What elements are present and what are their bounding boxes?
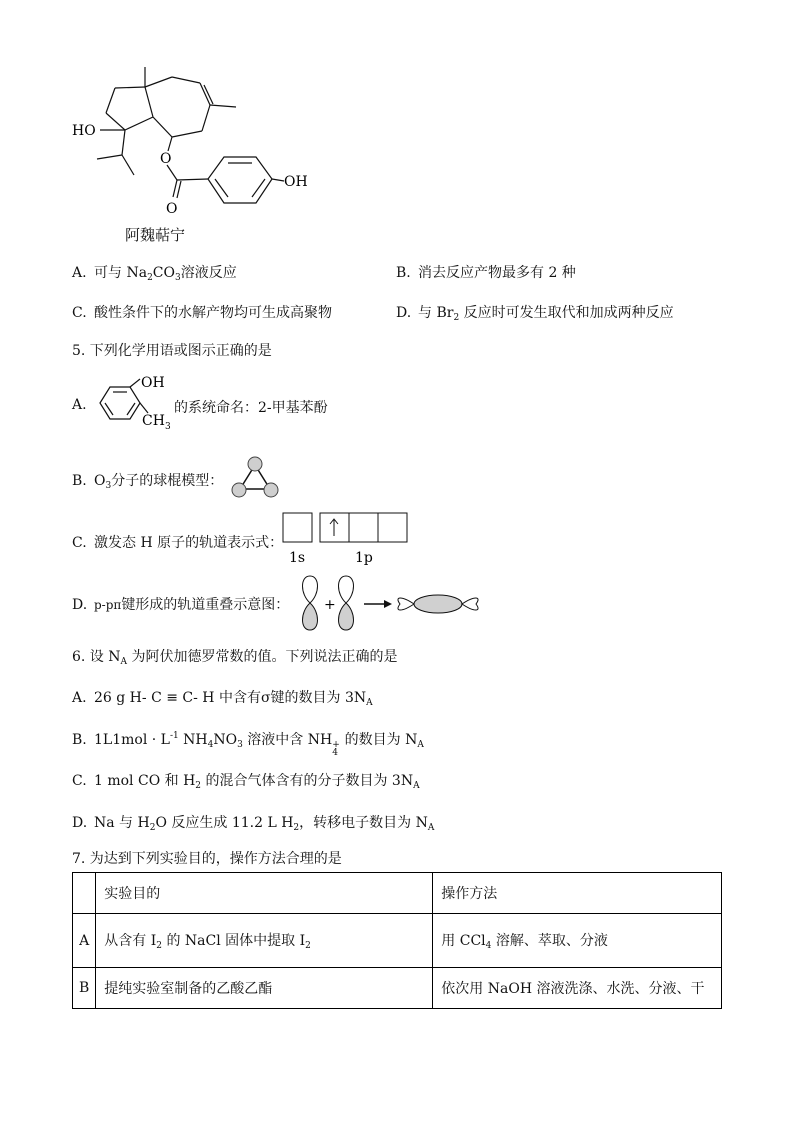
q6-option-b: B. $1L1mol \cdot L^{-1}$ $NH_4NO_3$ 溶液中含 NH + 4 的数目为 $N_A$ xyxy=(72,731,424,758)
table-header-row xyxy=(73,873,722,914)
row-method: 依次用 NaOH 溶液洗涤、水洗、分液、干 xyxy=(433,968,722,1009)
q5-option-a-letter: A. xyxy=(72,397,87,413)
q4-option-b: B. 消去反应产物最多有 2 种 xyxy=(396,265,576,281)
row-label: B xyxy=(73,968,96,1009)
table-row xyxy=(73,968,722,1009)
q4-option-d: D. 与 $Br_2$ 反应时可发生取代和加成两种反应 xyxy=(396,305,674,323)
q5-option-b: B. $O_3$分子的球棍模型： xyxy=(72,473,224,491)
structure-caption: 阿魏萜宁 xyxy=(125,226,186,244)
ozone-ball-stick-model xyxy=(228,455,284,501)
table-row xyxy=(73,914,722,968)
q6-option-c: C. 1 mol CO 和 $H_2$ 的混合气体含有的分子数目为 $3N_A$ xyxy=(72,773,420,791)
q5-option-c: C. 激发态 H 原子的轨道表示式： xyxy=(72,535,284,551)
label-1p: 1p xyxy=(355,550,373,566)
orbital-diagram xyxy=(282,512,412,567)
row-goal: 从含有 $I_2$ 的 NaCl 固体中提取 $I_2$ xyxy=(96,914,433,968)
q6-stem: 6. 设 $N_A$ 为阿伏加德罗常数的值。下列说法正确的是 xyxy=(72,649,398,667)
q6-option-a: A. 26 g H- C ≡ C- H 中含有σ键的数目为 $3N_A$ xyxy=(72,690,373,708)
ho-label: HO xyxy=(72,123,96,139)
row-method: 用 CCl$_4$ 溶解、萃取、分液 xyxy=(433,914,722,968)
ester-o-label: O xyxy=(160,151,172,167)
svg-text:3: 3 xyxy=(165,422,171,431)
svg-text:CH: CH xyxy=(142,413,165,429)
oh-label: OH xyxy=(284,174,308,190)
q4-option-a: A. 可与 $Na_2CO_3$溶液反应 xyxy=(72,265,237,283)
q4-option-c: C. 酸性条件下的水解产物均可生成高聚物 xyxy=(72,305,332,321)
svg-text:OH: OH xyxy=(141,375,165,391)
label-1s: 1s xyxy=(289,550,306,566)
p-p-pi-overlap-diagram xyxy=(296,574,486,634)
header-cell-blank xyxy=(73,873,96,914)
q5-option-a-text: 的系统命名：2-甲基苯酚 xyxy=(174,400,328,416)
q7-stem: 7. 为达到下列实验目的，操作方法合理的是 xyxy=(72,851,342,867)
row-goal: 提纯实验室制备的乙酸乙酯 xyxy=(96,968,433,1009)
methylphenol-structure xyxy=(94,375,174,431)
header-cell-method: 操作方法 xyxy=(433,873,722,914)
q6-option-d: D. Na 与 $H_2O$ 反应生成 11.2 L $H_2$，转移电子数目为 $N_A$ xyxy=(72,815,435,833)
q5-option-d: D. p-pπ键形成的轨道重叠示意图： xyxy=(72,597,290,613)
row-label: A xyxy=(73,914,96,968)
header-cell-goal: 实验目的 xyxy=(96,873,433,914)
q5-stem: 5. 下列化学用语或图示正确的是 xyxy=(72,343,272,359)
ferutinin-structure xyxy=(60,55,320,245)
svg-text:+: + xyxy=(324,597,336,613)
carbonyl-o-label: O xyxy=(166,201,178,217)
q7-table xyxy=(72,872,722,1009)
